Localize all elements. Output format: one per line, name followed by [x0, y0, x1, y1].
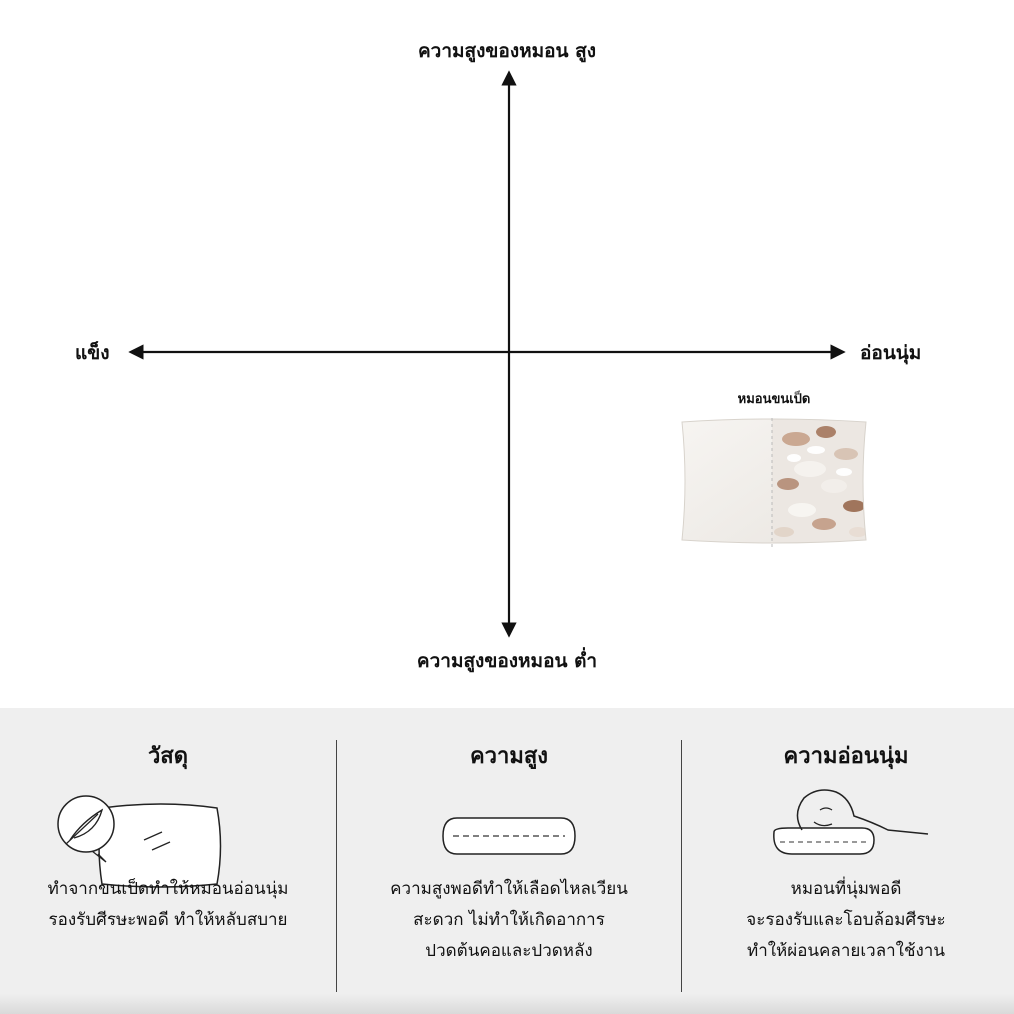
feature-description	[0, 874, 336, 936]
feature-line: รองรับศีรษะพอดี ทำให้หลับสบาย	[48, 910, 288, 930]
axis-label-height-low: ความสูงของหมอน ต่ำ	[416, 650, 598, 672]
axis-label-firm: แข็ง	[75, 342, 110, 364]
feature-line: จะรองรับและโอบล้อมศีรษะ	[746, 910, 946, 930]
feather-pillow-icon	[52, 788, 224, 888]
feature-line: ทำจากขนเป็ดทำให้หมอนอ่อนนุ่ม	[47, 879, 289, 899]
features-panel	[0, 708, 1014, 1014]
feature-line: สะดวก ไม่ทำให้เกิดอาการ	[413, 910, 605, 930]
feature-line: ปวดต้นคอและปวดหลัง	[425, 941, 593, 961]
feature-softness	[678, 708, 1014, 1008]
feature-title: วัสดุ	[147, 744, 189, 769]
feature-material	[0, 708, 336, 1008]
feature-description	[678, 874, 1014, 967]
feature-title: ความอ่อนนุ่ม	[783, 744, 909, 769]
feature-description	[341, 874, 677, 967]
feature-height	[341, 708, 677, 1008]
feature-line: ทำให้ผ่อนคลายเวลาใช้งาน	[747, 941, 945, 961]
bottom-shade	[0, 994, 1014, 1014]
axis-label-height-high: ความสูงของหมอน สูง	[417, 40, 597, 62]
feature-line: หมอนที่นุ่มพอดี	[790, 879, 902, 899]
feather-pillow-image	[676, 414, 872, 548]
feature-line: ความสูงพอดีทำให้เลือดไหลเวียน	[390, 879, 628, 899]
feature-title: ความสูง	[469, 744, 549, 769]
duck-feather-pillow-marker	[676, 388, 872, 558]
divider	[336, 740, 337, 992]
pillow-height-icon	[441, 814, 577, 858]
pillow-caption: หมอนขนเป็ด	[737, 392, 811, 407]
head-on-pillow-icon	[762, 784, 932, 860]
axis-label-soft: อ่อนนุ่ม	[860, 342, 922, 364]
